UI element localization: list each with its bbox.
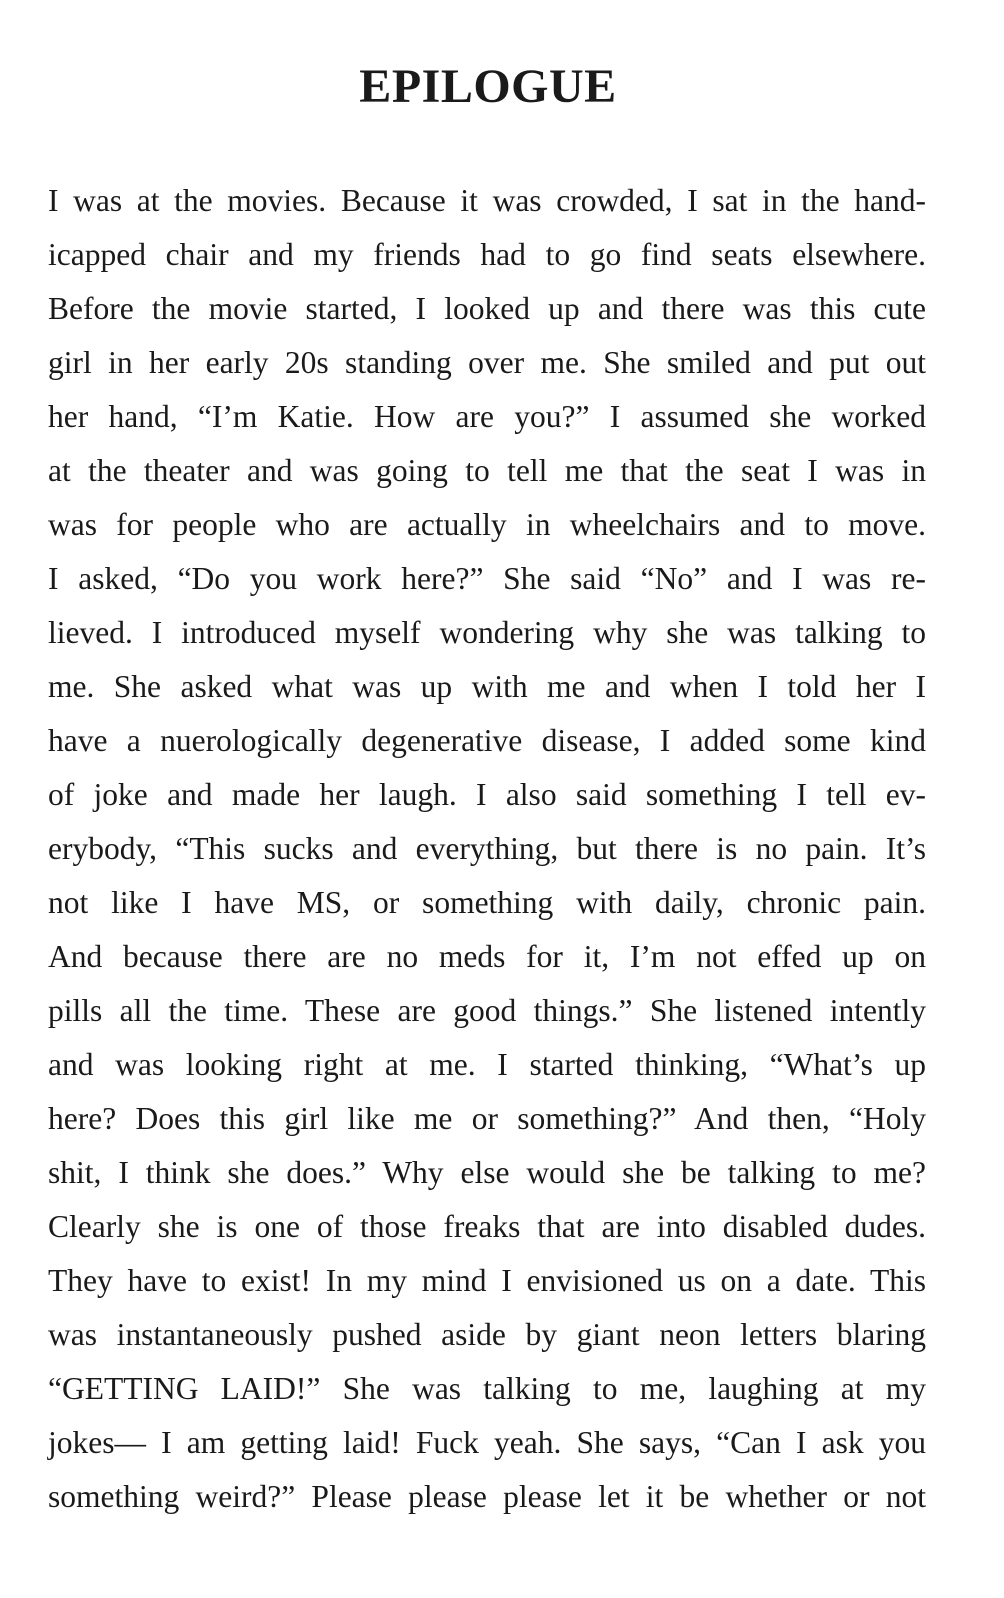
text-line: And because there are no meds for it, I’m not effed up on xyxy=(48,939,926,974)
text-line: erybody, “This sucks and everything, but there is no pain. It’s xyxy=(48,831,926,866)
text-line: and was looking right at me. I started thinking, “What’s up xyxy=(48,1047,926,1082)
text-line: was for people who are actually in wheelchairs and to move. xyxy=(48,507,926,542)
text-line: not like I have MS, or something with daily, chronic pain. xyxy=(48,885,926,920)
text-line: icapped chair and my friends had to go find seats elsewhere. xyxy=(48,237,926,272)
text-line: jokes— I am getting laid! Fuck yeah. She says, “Can I ask you xyxy=(48,1425,926,1460)
text-line: have a nuerologically degenerative disease, I added some kind xyxy=(48,723,926,758)
text-line: shit, I think she does.” Why else would she be talking to me? xyxy=(48,1155,926,1190)
body-paragraph xyxy=(48,174,926,1524)
chapter-title: EPILOGUE xyxy=(359,60,617,113)
text-line: Clearly she is one of those freaks that are into disabled dudes. xyxy=(48,1209,926,1244)
text-line: here? Does this girl like me or something?” And then, “Holy xyxy=(48,1101,926,1136)
text-line: something weird?” Please please please let it be whether or not xyxy=(48,1479,926,1514)
text-line: at the theater and was going to tell me that the seat I was in xyxy=(48,453,926,488)
text-line: I was at the movies. Because it was crowded, I sat in the hand- xyxy=(48,183,926,218)
text-line: of joke and made her laugh. I also said something I tell ev- xyxy=(48,777,926,812)
text-line: girl in her early 20s standing over me. She smiled and put out xyxy=(48,345,926,380)
text-line: lieved. I introduced myself wondering why she was talking to xyxy=(48,615,926,650)
text-line: They have to exist! In my mind I envisioned us on a date. This xyxy=(48,1263,926,1298)
text-line: was instantaneously pushed aside by giant neon letters blaring xyxy=(48,1317,926,1352)
text-line: me. She asked what was up with me and when I told her I xyxy=(48,669,926,704)
text-line: “GETTING LAID!” She was talking to me, laughing at my xyxy=(48,1371,926,1406)
text-line: I asked, “Do you work here?” She said “No” and I was re- xyxy=(48,561,926,596)
text-line: Before the movie started, I looked up and there was this cute xyxy=(48,291,926,326)
text-line: her hand, “I’m Katie. How are you?” I assumed she worked xyxy=(48,399,926,434)
text-line: pills all the time. These are good things.” She listened intently xyxy=(48,993,926,1028)
